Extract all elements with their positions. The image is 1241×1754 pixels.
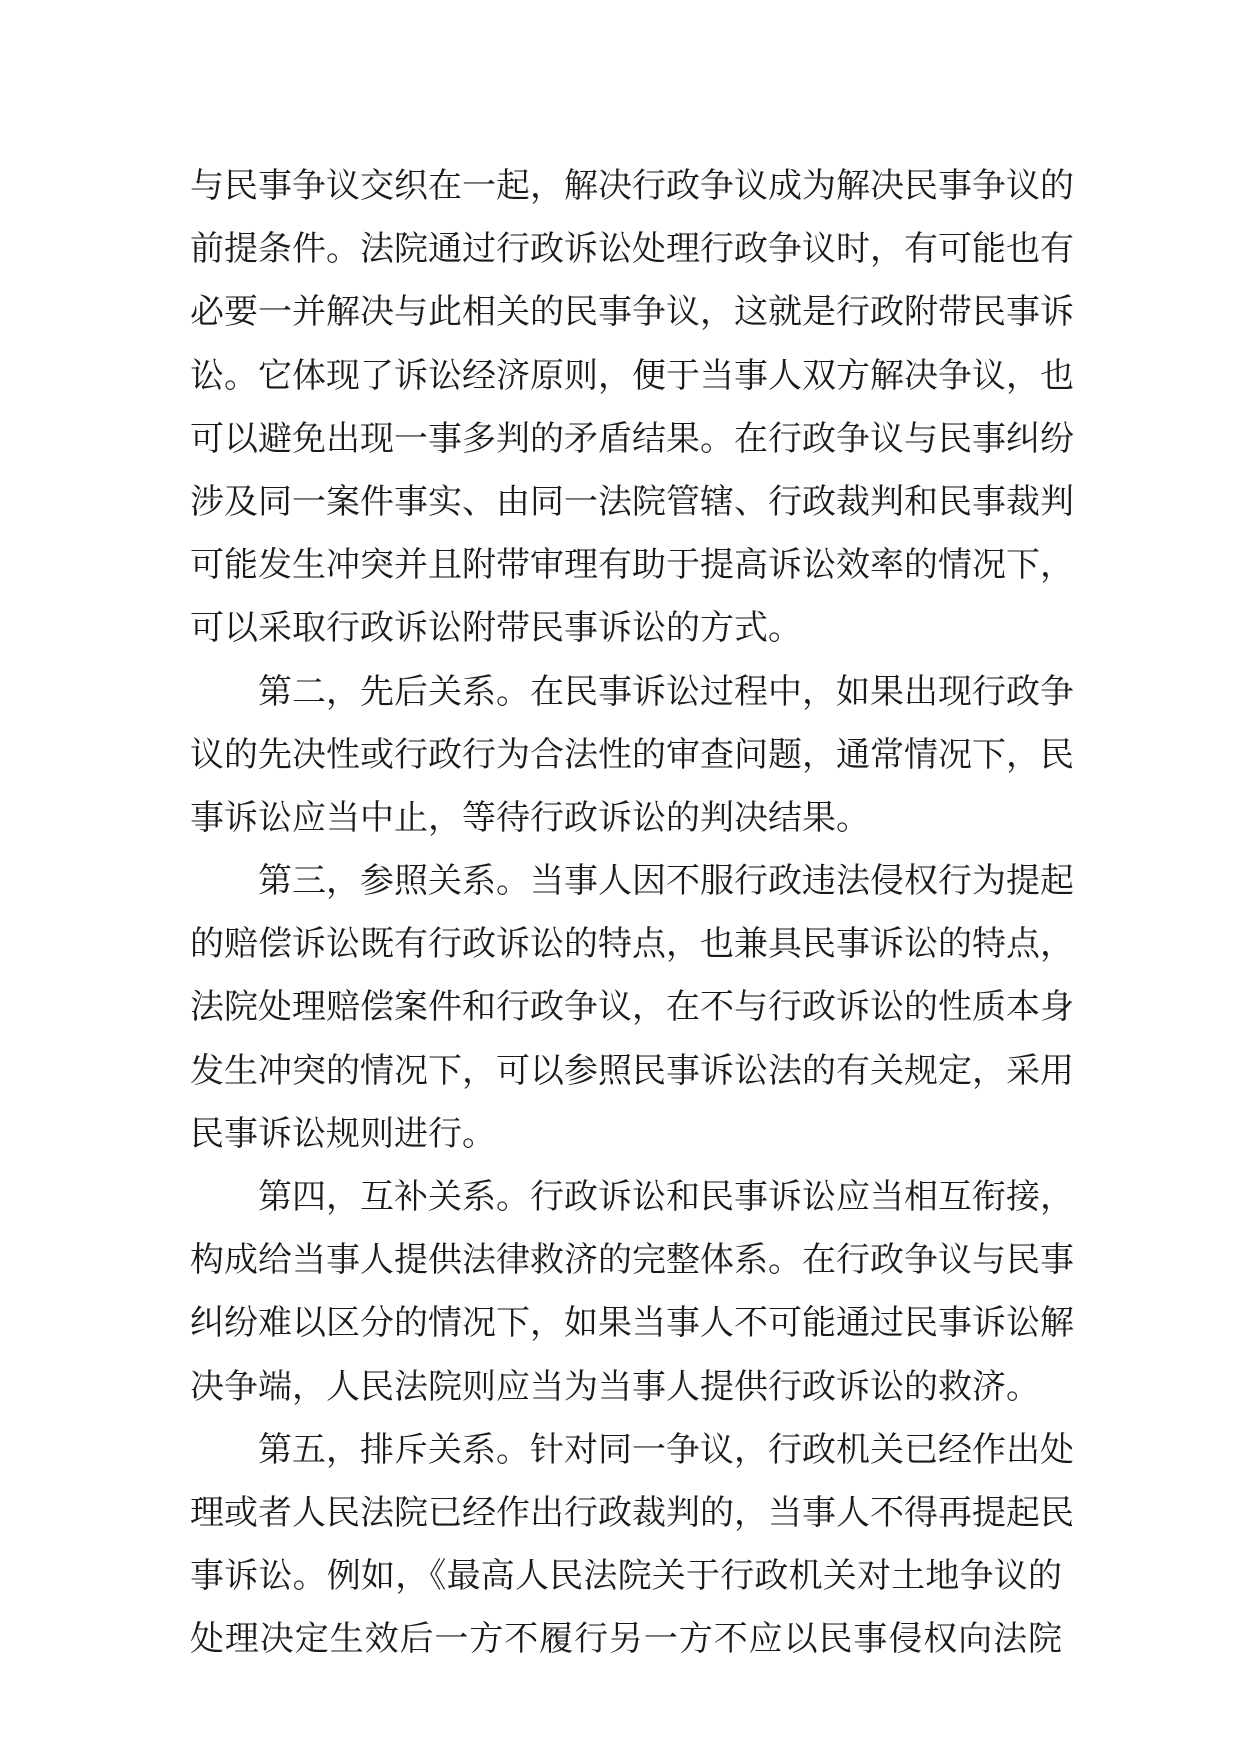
text-line: 发生冲突的情况下，可以参照民事诉讼法的有关规定，采用 bbox=[190, 1050, 1074, 1091]
text-line: 事诉讼应当中止，等待行政诉讼的判决结果。 bbox=[190, 797, 870, 838]
text-line: 与民事争议交织在一起，解决行政争议成为解决民事争议的 bbox=[190, 166, 1074, 206]
text-line: 议的先决性或行政行为合法性的审查问题，通常情况下，民 bbox=[190, 734, 1074, 775]
text-line: 涉及同一案件事实、由同一法院管辖、行政裁判和民事裁判 bbox=[190, 481, 1074, 522]
text-line: 的赔偿诉讼既有行政诉讼的特点，也兼具民事诉讼的特点， bbox=[190, 924, 1074, 965]
text-line: 第五，排斥关系。针对同一争议，行政机关已经作出处 bbox=[258, 1429, 1074, 1470]
text-line: 构成给当事人提供法律救济的完整体系。在行政争议与民事 bbox=[190, 1240, 1074, 1281]
text-line: 第三，参照关系。当事人因不服行政违法侵权行为提起 bbox=[258, 861, 1074, 902]
text-line: 处理决定生效后一方不履行另一方不应以民事侵权向法院 bbox=[190, 1619, 1062, 1660]
text-line: 民事诉讼规则进行。 bbox=[190, 1113, 496, 1154]
text-line: 决争端，人民法院则应当为当事人提供行政诉讼的救济。 bbox=[190, 1366, 1040, 1407]
text-line: 可以采取行政诉讼附带民事诉讼的方式。 bbox=[190, 608, 802, 649]
text-line: 讼。它体现了诉讼经济原则，便于当事人双方解决争议，也 bbox=[190, 355, 1074, 396]
text-line: 纠纷难以区分的情况下，如果当事人不可能通过民事诉讼解 bbox=[190, 1303, 1074, 1344]
text-line: 第二，先后关系。在民事诉讼过程中，如果出现行政争 bbox=[258, 671, 1074, 712]
text-line: 法院处理赔偿案件和行政争议，在不与行政诉讼的性质本身 bbox=[190, 987, 1074, 1028]
body-text bbox=[190, 155, 1074, 1672]
text-line: 前提条件。法院通过行政诉讼处理行政争议时，有可能也有 bbox=[190, 229, 1074, 270]
text-line: 第四，互补关系。行政诉讼和民事诉讼应当相互衔接， bbox=[258, 1177, 1074, 1217]
text-line: 理或者人民法院已经作出行政裁判的，当事人不得再提起民 bbox=[190, 1492, 1074, 1533]
text-line: 可能发生冲突并且附带审理有助于提高诉讼效率的情况下， bbox=[190, 545, 1074, 586]
text-line: 可以避免出现一事多判的矛盾结果。在行政争议与民事纠纷 bbox=[190, 418, 1074, 459]
text-line: 必要一并解决与此相关的民事争议，这就是行政附带民事诉 bbox=[190, 292, 1074, 333]
text-line: 事诉讼。例如，《最高人民法院关于行政机关对土地争议的 bbox=[190, 1556, 1062, 1597]
